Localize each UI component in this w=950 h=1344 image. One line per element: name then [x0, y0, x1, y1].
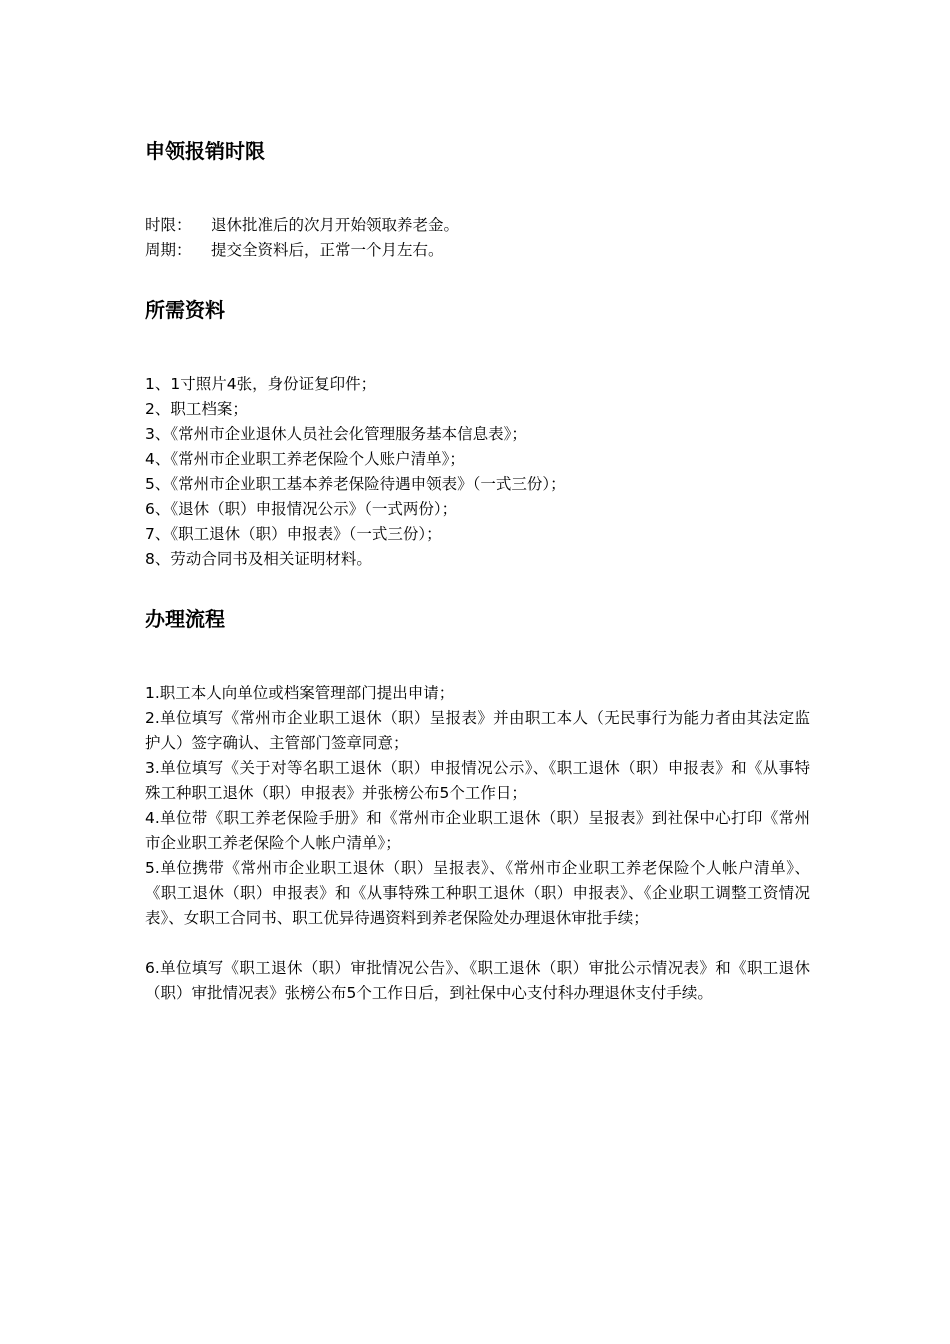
material-item: 7、《职工退休（职）申报表》（一式三份）； [145, 525, 442, 543]
time-limit-value: 退休批准后的次月开始领取养老金。 [211, 216, 460, 234]
process-step: 5.单位携带《常州市企业职工退休（职）呈报表》、《常州市企业职工养老保险个人帐户清单》、《职工退休（职）申报表》和《从事特殊工种职工退休（职）申报表》、《企业职工调整工资情况表》、女职工合同书、职工优异待遇资料到养老保险处办理退休审批手续； [145, 859, 810, 927]
cycle-row [145, 238, 444, 263]
process-step: 2.单位填写《常州市企业职工退休（职）呈报表》并由职工本人（无民事行为能力者由其法定监护人）签字确认、主管部门签章同意； [145, 709, 810, 752]
process-step: 1.职工本人向单位或档案管理部门提出申请； [145, 684, 455, 702]
material-item: 6、《退休（职）申报情况公示》（一式两份）； [145, 500, 458, 518]
material-item: 4、《常州市企业职工养老保险个人账户清单》； [145, 450, 465, 468]
time-limit-heading: 申领报销时限 [145, 139, 265, 163]
cycle-value: 提交全资料后，正常一个月左右。 [211, 241, 444, 259]
material-item: 5、《常州市企业职工基本养老保险待遇申领表》（一式三份）； [145, 475, 566, 493]
process-step: 6.单位填写《职工退休（职）审批情况公告》、《职工退休（职）审批公示情况表》和《职工退休（职）审批情况表》张榜公布5个工作日后，到社保中心支付科办理退休支付手续。 [145, 959, 810, 1002]
cycle-label: 周期： [145, 241, 192, 259]
process-step: 4.单位带《职工养老保险手册》和《常州市企业职工退休（职）呈报表》到社保中心打印《常州市企业职工养老保险个人帐户清单》； [145, 809, 810, 852]
process-heading: 办理流程 [145, 607, 225, 631]
time-limit-row [145, 213, 459, 238]
material-item: 2、职工档案； [145, 400, 248, 418]
materials-heading: 所需资料 [145, 298, 225, 322]
time-limit-label: 时限： [145, 216, 192, 234]
material-item: 1、1寸照片4张，身份证复印件； [145, 375, 377, 393]
process-step: 3.单位填写《关于对等名职工退休（职）申报情况公示》、《职工退休（职）申报表》和《从事特殊工种职工退休（职）申报表》并张榜公布5个工作日； [145, 759, 810, 802]
material-item: 3、《常州市企业退休人员社会化管理服务基本信息表》； [145, 425, 527, 443]
material-item: 8、劳动合同书及相关证明材料。 [145, 550, 372, 568]
